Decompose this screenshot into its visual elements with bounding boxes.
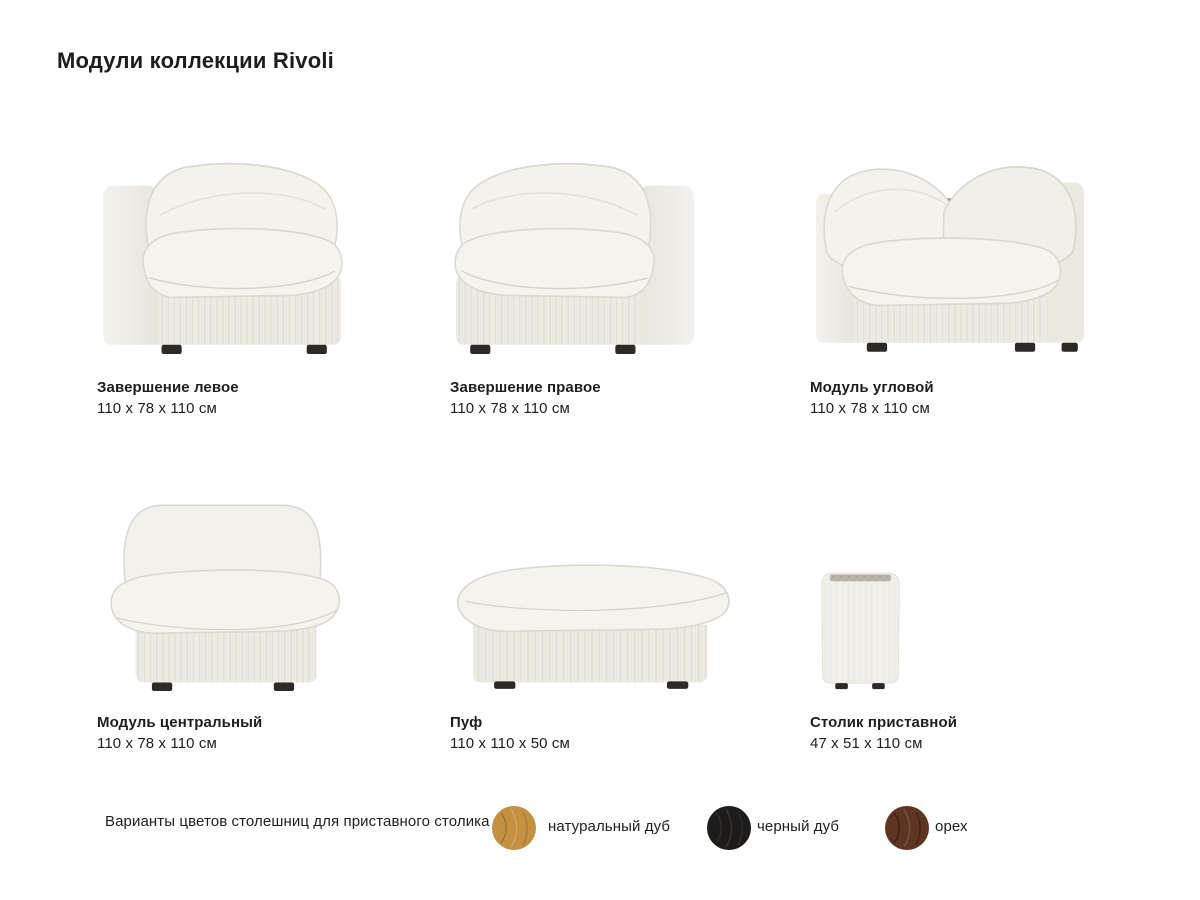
module-caption	[97, 712, 262, 754]
module-name: Столик приставной	[810, 714, 958, 731]
module-caption	[450, 377, 601, 419]
wood-swatch-natural-oak-icon	[491, 805, 537, 851]
module-dimensions: 47 x 51 x 110 см	[810, 735, 923, 752]
module-figure	[97, 475, 417, 712]
module-card-end-right	[450, 140, 770, 417]
module-caption	[810, 712, 957, 754]
sofa-end-left-image	[95, 158, 347, 354]
wood-option-label: черный дуб	[757, 818, 840, 835]
module-figure	[810, 475, 1130, 712]
module-dimensions: 110 x 78 x 110 см	[450, 400, 570, 417]
wood-swatch-black-oak-icon	[706, 805, 752, 851]
module-caption	[810, 377, 934, 419]
module-card-pouf	[450, 475, 770, 752]
module-card-central	[97, 475, 417, 752]
module-dimensions: 110 x 78 x 110 см	[810, 400, 930, 417]
sofa-end-right-image	[450, 158, 702, 354]
module-name: Пуф	[450, 714, 483, 731]
module-dimensions: 110 x 78 x 110 см	[97, 400, 217, 417]
module-card-end-left	[97, 140, 417, 417]
module-figure	[810, 140, 1130, 377]
module-name: Модуль центральный	[97, 714, 263, 731]
module-dimensions: 110 x 78 x 110 см	[97, 735, 217, 752]
sofa-corner-image	[808, 160, 1092, 354]
page-title: Модули коллекции Rivoli	[57, 48, 334, 73]
side-table-image	[812, 569, 909, 693]
module-caption	[97, 377, 239, 419]
module-figure	[97, 140, 417, 377]
module-card-corner	[810, 140, 1130, 417]
sofa-central-image	[95, 501, 349, 691]
module-card-side-table	[810, 475, 1130, 752]
module-caption	[450, 712, 570, 754]
module-dimensions: 110 x 110 x 50 см	[450, 735, 570, 752]
tabletop-colors-label: Варианты цветов столешниц для приставного столика	[105, 813, 490, 830]
wood-swatch-walnut-icon	[884, 805, 930, 851]
pouf-image	[442, 561, 738, 691]
module-name: Модуль угловой	[810, 379, 934, 396]
module-name: Завершение правое	[450, 379, 601, 396]
wood-option-label: орех	[935, 818, 968, 835]
module-figure	[450, 475, 770, 712]
module-figure	[450, 140, 770, 377]
module-name: Завершение левое	[97, 379, 239, 396]
wood-option-label: натуральный дуб	[548, 818, 671, 835]
